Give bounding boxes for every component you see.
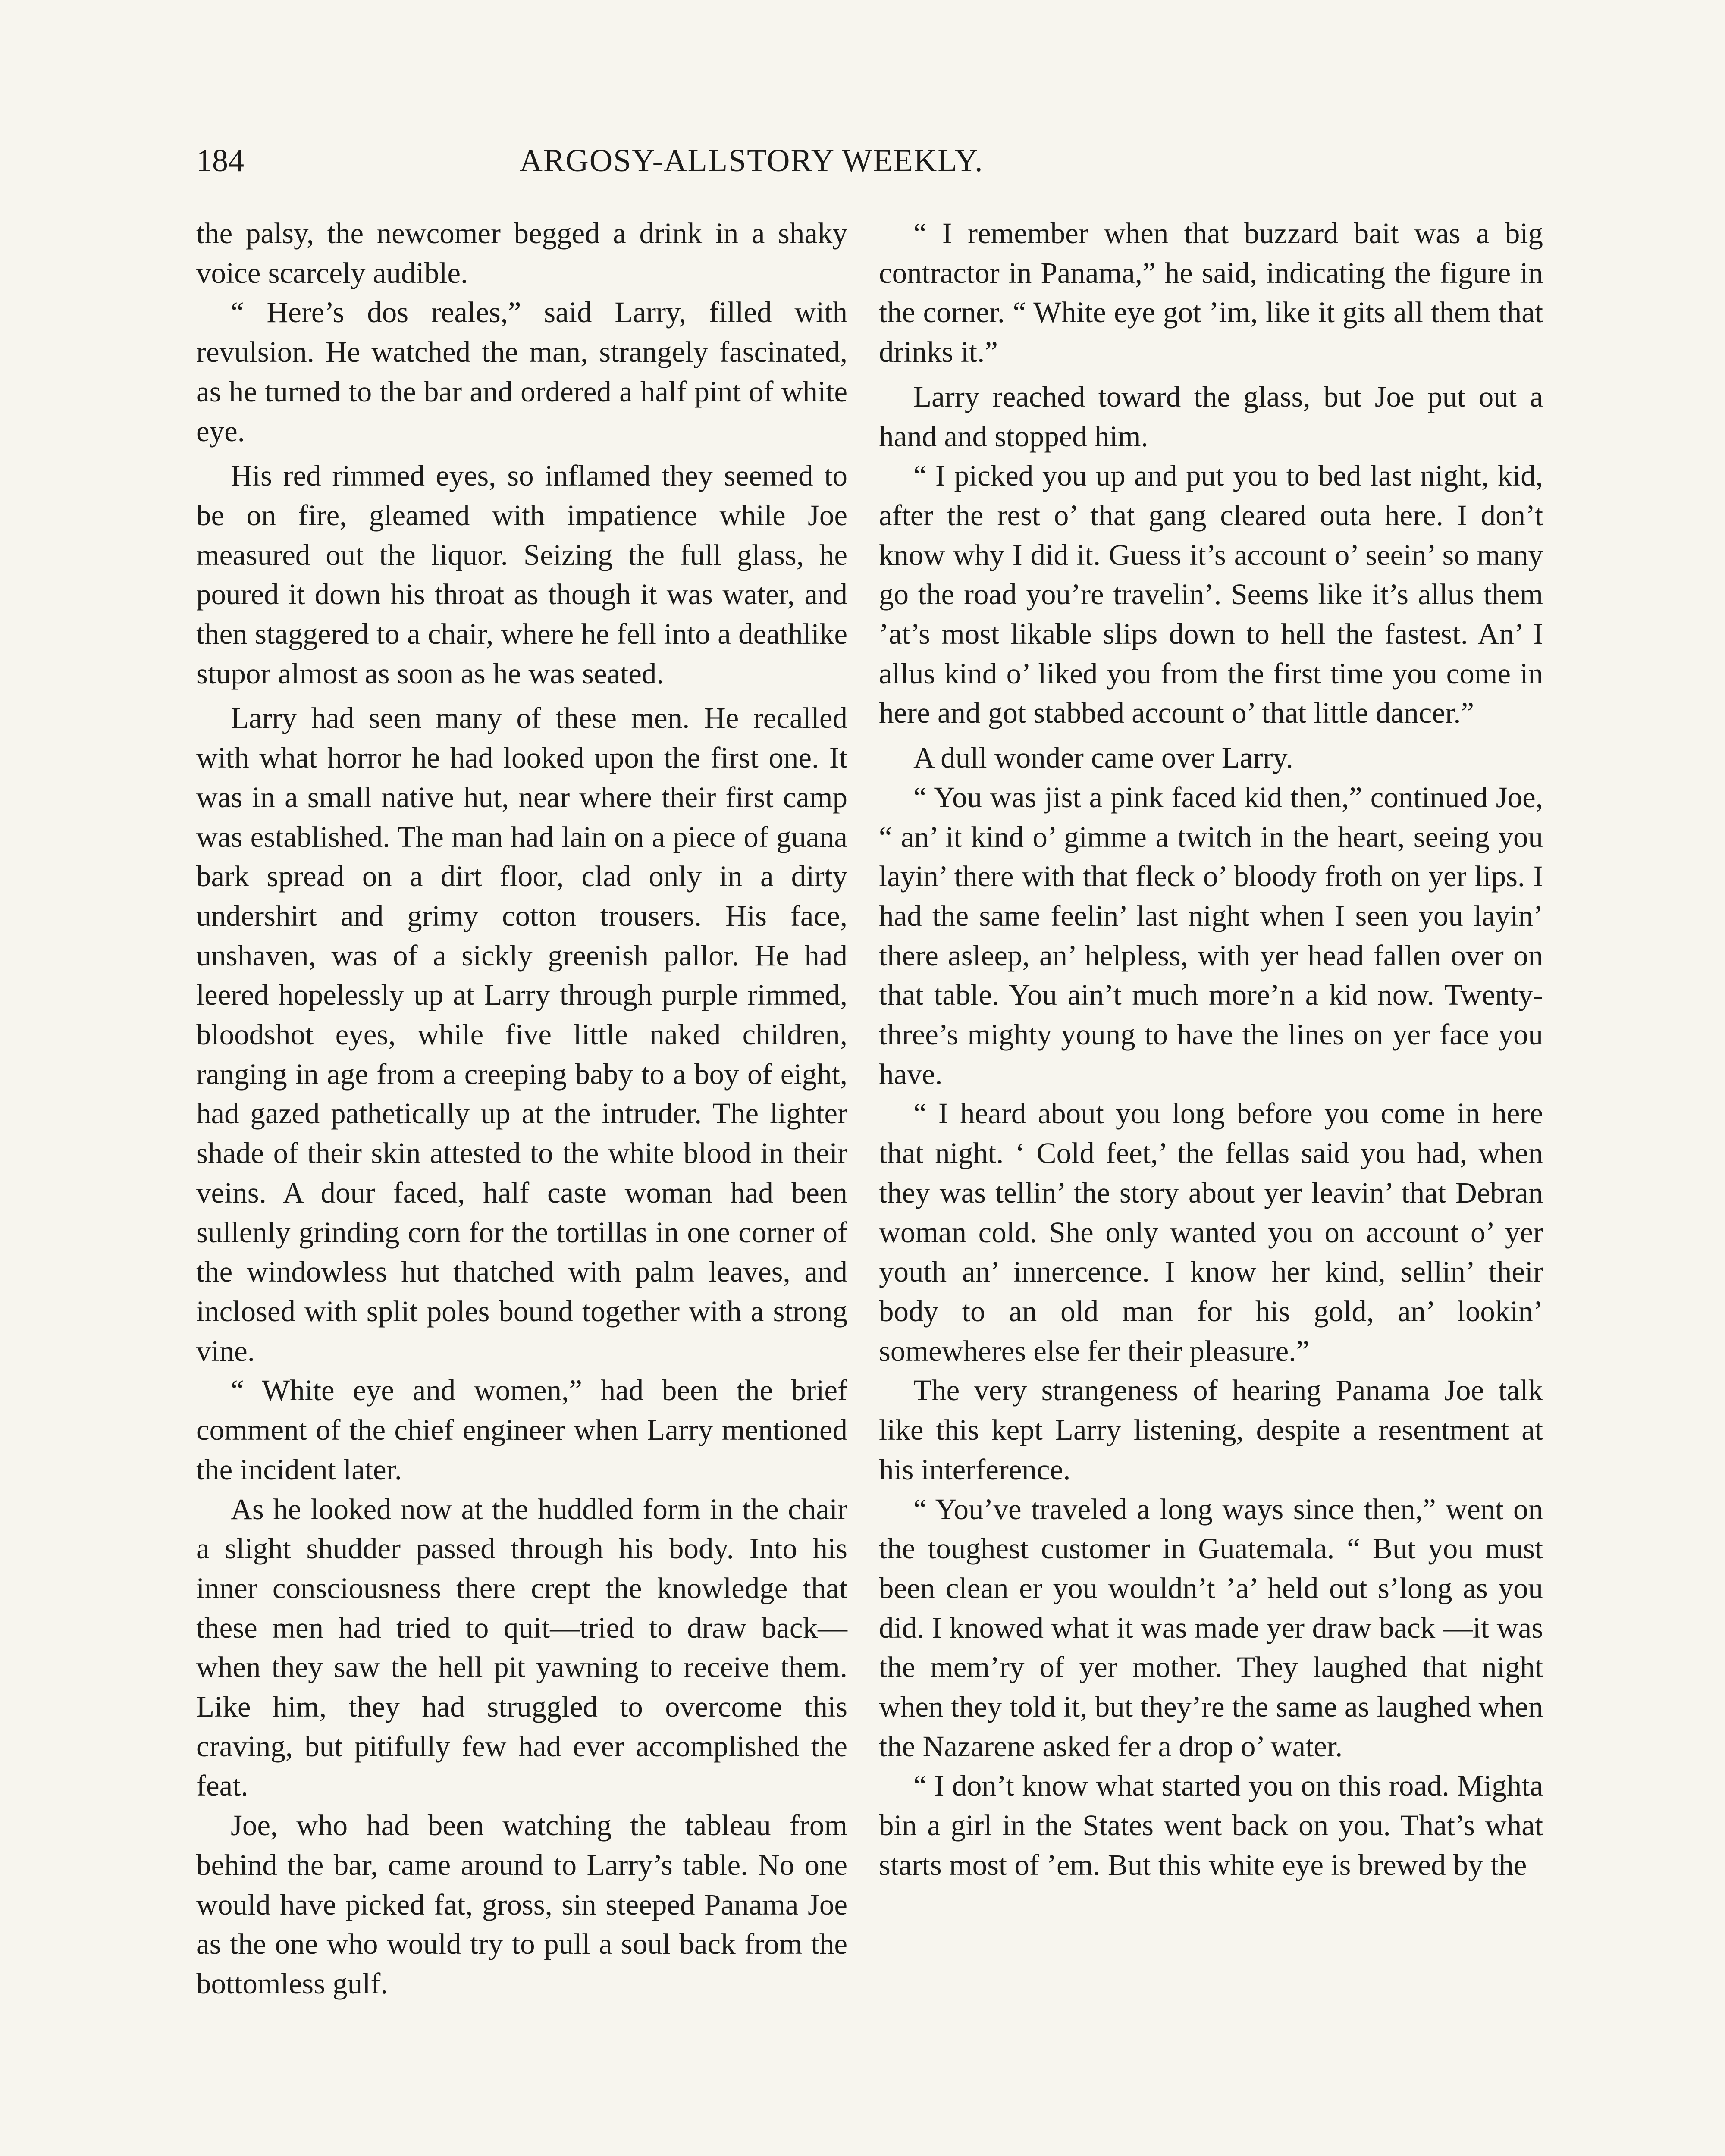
- running-title: ARGOSY-ALLSTORY WEEKLY.: [519, 143, 984, 179]
- page-number: 184: [196, 143, 244, 179]
- paragraph: Joe, who had been watching the tableau from behind the bar, came around to Larry’s table. No one would have picked fat, gross, sin steeped Panama Joe as the one who would try to pull a soul back from the bottomless gulf.: [196, 1809, 847, 2000]
- paragraph: His red rimmed eyes, so inflamed they seemed to be on fire, gleamed with impatience while Joe measured out the liquor. Seizing the full glass, he poured it down his throat as though it was water, and then staggered to a chair, where he fell into a deathlike stupor almost as soon as he was seated.: [196, 459, 847, 690]
- paragraph: “ You’ve traveled a long ways since then,” went on the toughest customer in Guatemala. “ But you must been clean er you wouldn’t ’a’ held out s’long as you did. I knowed what it was made yer draw back —it was the mem’ry of yer mother. They laughed that night when they told it, but they’re the same as laughed when the Nazarene asked fer a drop o’ water.: [879, 1492, 1543, 1763]
- paragraph: A dull wonder came over Larry.: [913, 741, 1293, 774]
- paragraph: “ I picked you up and put you to bed last night, kid, after the rest o’ that gang cleared outa here. I don’t know why I did it. Guess it’s account o’ seein’ so many go the road you’re travelin’. Seems like it’s allus them ’at’s most likable slips down to hell the fastest. An’ I allus kind o’ liked you from the first time you come in here and got stabbed account o’ that little dancer.”: [879, 459, 1543, 730]
- paragraph: “ White eye and women,” had been the brief comment of the chief engineer when Larry mentioned the incident later.: [196, 1374, 847, 1486]
- paragraph: the palsy, the newcomer begged a drink in a shaky voice scarcely audible.: [196, 217, 847, 289]
- paragraph: As he looked now at the huddled form in the chair a slight shudder passed through his body. Into his inner consciousness there crept the knowledge that these men had tried to quit—tried to draw back—when they saw the hell pit yawning to receive them. Like him, they had struggled to overcome this craving, but pitifully few had ever accomplished the feat.: [196, 1492, 847, 1802]
- paragraph: Larry reached toward the glass, but Joe put out a hand and stopped him.: [879, 380, 1543, 453]
- page-header: [196, 137, 1307, 185]
- paragraph: The very strangeness of hearing Panama Joe talk like this kept Larry listening, despite a resentment at his interference.: [879, 1374, 1543, 1486]
- paragraph: “ You was jist a pink faced kid then,” continued Joe, “ an’ it kind o’ gimme a twitch in the heart, seeing you layin’ there with that fleck o’ bloody froth on yer lips. I had the same feelin’ last night when I seen you layin’ there asleep, an’ helpless, with yer head fallen over on that table. You ain’t much more’n a kid now. Twenty-three’s mighty young to have the lines on yer face you have.: [879, 780, 1543, 1091]
- paragraph: “ I don’t know what started you on this road. Mighta bin a girl in the States went back on you. That’s what starts most of ’em. But this white eye is brewed by the: [879, 1769, 1543, 1881]
- paragraph: “ I heard about you long before you come in here that night. ‘ Cold feet,’ the fellas said you had, when they was tellin’ the story about yer leavin’ that Debran woman cold. She only wanted you on account o’ yer youth an’ innercence. I know her kind, sellin’ their body to an old man for his gold, an’ lookin’ somewheres else fer their pleasure.”: [879, 1097, 1543, 1367]
- paragraph: “ Here’s dos reales,” said Larry, filled with revulsion. He watched the man, strangely fascinated, as he turned to the bar and ordered a half pint of white eye.: [196, 296, 847, 448]
- paragraph: Larry had seen many of these men. He recalled with what horror he had looked upon the first one. It was in a small native hut, near where their first camp was established. The man had lain on a piece of guana bark spread on a dirt floor, clad only in a dirty undershirt and grimy cotton trousers. His face, unshaven, was of a sickly greenish pallor. He had leered hopelessly up at Larry through purple rimmed, bloodshot eyes, while five little naked children, ranging in age from a creeping baby to a boy of eight, had gazed pathetically up at the intruder. The lighter shade of their skin attested to the white blood in their veins. A dour faced, half caste woman had been sullenly grinding corn for the tortillas in one corner of the windowless hut thatched with palm leaves, and inclosed with split poles bound together with a strong vine.: [196, 702, 847, 1367]
- left-column: [196, 214, 847, 2004]
- paragraph: “ I remember when that buzzard bait was a big contractor in Panama,” he said, indicating the figure in the corner. “ White eye got ’im, like it gits all them that drinks it.”: [879, 217, 1543, 369]
- right-column: [879, 214, 1543, 1885]
